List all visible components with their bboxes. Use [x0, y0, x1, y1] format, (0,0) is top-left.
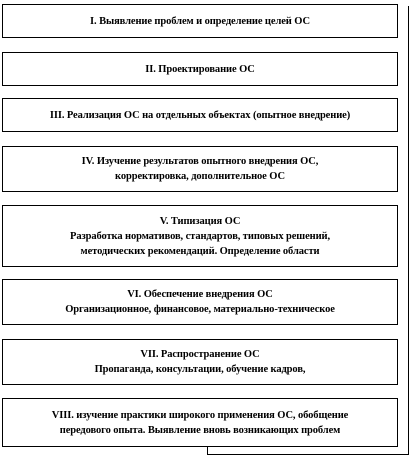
stage-box-1 [2, 4, 398, 38]
stage-5-line-3: методических рекомендаций. Определение области [80, 245, 320, 257]
feedback-line-horizontal [207, 454, 409, 455]
stage-3-line-1: III. Реализация ОС на отдельных объектах (опытное внедрение) [49, 109, 351, 121]
stage-5-line-2: Разработка нормативов, стандартов, типовых решений, [70, 230, 330, 242]
stage-4-line-2: корректировка, дополнительное ОС [115, 171, 285, 182]
stage-5-line-1: V. Типизация ОС [159, 215, 241, 227]
feedback-line-drop [207, 447, 208, 455]
stage-box-3 [2, 98, 398, 132]
stage-box-2 [2, 52, 398, 86]
stage-8-line-1: VIII. изучение практики широкого применения ОС, обобщение [51, 409, 349, 421]
stage-6-line-2: Организационное, финансовое, материально-техническое [65, 304, 335, 315]
stage-4-line-1: IV. Изучение результатов опытного внедрения ОС, [81, 156, 319, 167]
stage-2-line-1: II. Проектирование ОС [145, 63, 255, 75]
stage-7-line-2: Пропаганда, консультации, обучение кадров, [94, 364, 306, 375]
stage-box-8 [2, 398, 398, 447]
stage-7-line-1: VII. Распространение ОС [140, 349, 260, 360]
stage-box-7 [2, 339, 398, 385]
feedback-line-vertical [408, 6, 409, 455]
stage-8-line-2: передового опыта. Выявление вновь возникающих проблем [59, 424, 341, 436]
stage-box-4 [2, 146, 398, 192]
stage-1-line-1: I. Выявление проблем и определение целей ОС [90, 15, 310, 27]
stage-box-6 [2, 279, 398, 325]
stage-box-5 [2, 205, 398, 267]
stage-6-line-1: VI. Обеспечение внедрения ОС [127, 289, 273, 300]
